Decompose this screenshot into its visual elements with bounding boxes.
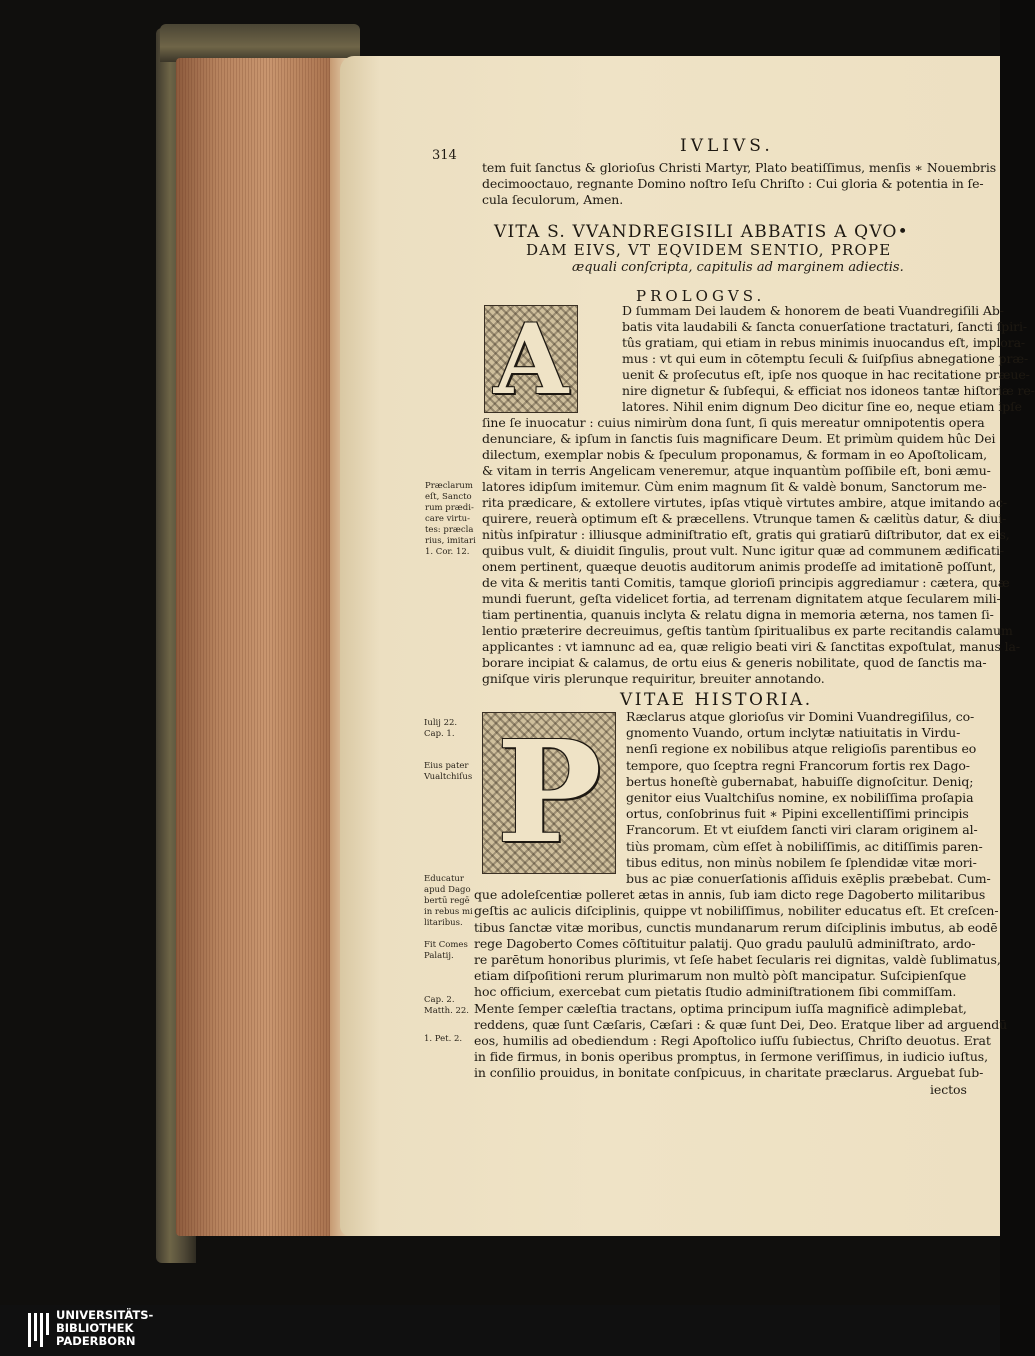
- text-line: tibus editus, non minùs nobilem ſe ſplendidæ vitæ mori-: [626, 855, 977, 870]
- text-line: hoc officium, exercebat cum pietatis ſtudio adminiſtrationem ſibi commiſſam.: [474, 984, 957, 999]
- text-line: Ræclarus atque glorioſus vir Domini Vuandregiſilus, co-: [626, 709, 975, 724]
- text-line: que adoleſcentiæ polleret ætas in annis, ſub iam dicto rege Dagoberto militaribus: [474, 887, 986, 902]
- margin-note: Cap. 2.: [424, 995, 455, 1005]
- vita-title-line2: DAM EIVS, VT EQVIDEM SENTIO, PROPE: [526, 241, 892, 259]
- text-line: re parētum honoribus plurimis, vt ſeſe habet ſecularis rei dignitas, valdè ſublimatus,: [474, 952, 1001, 967]
- text-line: tem fuit ſanctus & glorioſus Christi Martyr, Plato beatiſſimus, menſis ∗ Nouembris: [482, 160, 997, 175]
- text-line: gniſque viris plerunque requiritur, breuiter annotando.: [482, 671, 825, 686]
- text-line: latores. Nihil enim dignum Deo dicitur ſine eo, neque etiam ipſe: [622, 399, 1022, 414]
- text-line: tiam pertinentia, quanuis inclyta & relatu digna in memoria æterna, nos tamen ſi-: [482, 607, 994, 622]
- initial-letter-a: A: [493, 302, 569, 416]
- margin-note: Vualtchiſus: [424, 772, 473, 782]
- text-line: tempore, quo ſceptra regni Francorum fortis rex Dago-: [626, 758, 970, 773]
- text-line: nenſi regione ex nobilibus atque religioſis parentibus eo: [626, 741, 977, 756]
- text-line: denunciare, & ipſum in ſanctis ſuis magnificare Deum. Et primùm quidem hûc Dei: [482, 431, 996, 446]
- page-number: 314: [432, 148, 457, 163]
- margin-note: litaribus.: [424, 918, 463, 928]
- margin-note: Iulij 22.: [424, 718, 458, 728]
- text-line: latores idipſum imitemur. Cùm enim magnum ſit & valdè bonum, Sanctorum me-: [482, 479, 987, 494]
- text-line: & vitam in terris Angelicam veneremur, atque inquantùm poſſibile eſt, boni æmu-: [482, 463, 991, 478]
- text-line: rita prædicare, & extollere virtutes, ipſas vtiquè virtutes ambire, atque imitando ac-: [482, 495, 1008, 510]
- margin-note: tes: præcla: [425, 525, 474, 535]
- text-line: quibus vult, & diuidit ſingulis, prout vult. Nunc igitur quæ ad communem ædificati-: [482, 543, 1004, 558]
- margin-note: 1. Cor. 12.: [425, 547, 470, 557]
- margin-note: Cap. 1.: [424, 729, 455, 739]
- text-line: bus ac piæ conuerſationis aſſiduis exēplis præbebat. Cum-: [626, 871, 991, 886]
- text-line: Francorum. Et vt eiuſdem ſancti viri claram originem al-: [626, 822, 978, 837]
- text-line: genitor eius Vualtchiſus nomine, ex nobiliſſima proſapia: [626, 790, 974, 805]
- text-line: mus : vt qui eum in cōtemptu ſeculi & ſuiſpſius abnegatione præ-: [622, 351, 1029, 366]
- initial-letter-p: P: [496, 711, 602, 875]
- text-line: applicantes : vt iamnunc ad ea, quæ religio beati viri & ſanctitas expoſtulat, manus la-: [482, 639, 1021, 654]
- text-line: Mente ſemper cæleſtia tractans, optima principum iuſſa magnificè adimplebat,: [474, 1001, 967, 1016]
- text-line: dilectum, exemplar nobis & ſpeculum proponamus, & formam in eo Apoſtolicam,: [482, 447, 987, 462]
- margin-note: Præclarum: [425, 481, 473, 491]
- text-line: tûs gratiam, qui etiam in rebus minimis inuocandus eſt, implora-: [622, 335, 1026, 350]
- text-line: mundi fuerunt, geſta videlicet fortia, ad terrenam dignitatem atque ſecularem mili-: [482, 591, 1001, 606]
- text-line: bertus honeſtè gubernabat, habuiſſe dignoſcitur. Deniq;: [626, 774, 974, 789]
- library-logo-text: [56, 1309, 153, 1348]
- text-line: ortus, conſobrinus fuit ∗ Pipini excellentiſſimi principis: [626, 806, 969, 821]
- text-line: decimooctauo, regnante Domino noſtro Ieſu Chriſto : Cui gloria & potentia in ſe-: [482, 176, 984, 191]
- margin-note: rum prædi-: [425, 503, 474, 513]
- margin-note: Educatur: [424, 874, 464, 884]
- vita-title-line1: VITA S. VVANDREGISILI ABBATIS A QVO•: [494, 222, 909, 242]
- vitae-historia-heading: VITAE HISTORIA.: [620, 690, 813, 710]
- margin-note: eſt, Sancto: [425, 492, 472, 502]
- text-line: in fide firmus, in bonis operibus promptus, in ſermone veriſſimus, in iudicio iuſtus,: [474, 1049, 988, 1064]
- text-line: reddens, quæ ſunt Cæſaris, Cæſari : & quæ ſunt Dei, Deo. Eratque liber ad arguendū: [474, 1017, 1008, 1032]
- margin-note: bertū regē: [424, 896, 470, 906]
- margin-note: Palatij.: [424, 951, 454, 961]
- library-footer: [0, 1305, 1000, 1356]
- text-line: quirere, reuerà optimum eſt & præcellens. Vtrunque tamen & cælitùs datur, & diui-: [482, 511, 1007, 526]
- margin-note: Fit Comes: [424, 940, 468, 950]
- margin-note: in rebus mi: [424, 907, 473, 917]
- text-line: tiùs promam, cùm eſſet à nobiliſſimis, ac ditiſſimis paren-: [626, 839, 983, 854]
- text-line: lentio præterire decreuimus, geſtis tantùm ſpiritualibus ex parte recitandis calamum: [482, 623, 1013, 638]
- margin-note: Matth. 22.: [424, 1006, 469, 1016]
- logo-line-3: PADERBORN: [56, 1334, 136, 1348]
- margin-note: apud Dago: [424, 885, 471, 895]
- running-head: IVLIVS.: [680, 136, 774, 156]
- text-line: nitùs inſpiratur : illiusque adminiſtratio eſt, gratis qui gratiarū diſtributor, dat ex eis,: [482, 527, 1010, 542]
- text-line: etiam diſpoſitioni rerum plurimarum non multò pòſt mancipatur. Suſcipienſque: [474, 968, 967, 983]
- margin-note: 1. Pet. 2.: [424, 1034, 463, 1044]
- text-line: in conſilio prouidus, in bonitate conſpicuus, in charitate præclarus. Arguebat ſub-: [474, 1065, 984, 1080]
- prologus-heading: PROLOGVS.: [636, 287, 766, 305]
- margin-note: Eius pater: [424, 761, 469, 771]
- text-line: geſtis ac aulicis diſciplinis, quippe vt nobiliſſimus, nobiliter educatus eſt. Et creſcen-: [474, 903, 999, 918]
- text-line: tibus ſanctæ vitæ moribus, cunctis mundanarum rerum diſciplinis imbutus, ab eodē: [474, 920, 998, 935]
- initial-p-woodcut: [482, 712, 616, 874]
- text-line: eos, humilis ad obediendum : Regi Apoſtolico iuſſu ſubiectus, Chriſto deuotus. Erat: [474, 1033, 991, 1048]
- text-line: iectos: [930, 1082, 967, 1097]
- vita-title-line3: æquali conſcripta, capitulis ad marginem adiectis.: [572, 260, 904, 275]
- margin-note: care virtu-: [425, 514, 470, 524]
- text-line: batis vita laudabili & ſancta conuerſatione tractaturi, ſancti ſpiri-: [622, 319, 1027, 334]
- text-line: uenit & proſecutus eſt, ipſe nos quoque in hac recitatione præue-: [622, 367, 1030, 382]
- logo-line-2: BIBLIOTHEK: [56, 1321, 134, 1335]
- margin-note: rius, imitari: [425, 536, 476, 546]
- text-line: nire dignetur & ſubſequi, & efficiat nos idoneos tantæ hiſtoriæ re-: [622, 383, 1035, 398]
- text-line: onem pertinent, quæque deuotis auditorum animis prodeſſe ad imitationē poſſunt,: [482, 559, 997, 574]
- text-line: borare incipiat & calamus, de ortu eius & generis nobilitate, quod de ſanctis ma-: [482, 655, 987, 670]
- library-logo-icon: [28, 1313, 50, 1347]
- logo-line-1: UNIVERSITÄTS-: [56, 1308, 154, 1322]
- text-line: de vita & meritis tanti Comitis, tamque glorioſi principis aggrediamur : cætera, quæ: [482, 575, 1010, 590]
- text-line: D ſummam Dei laudem & honorem de beati Vuandregiſili Ab-: [622, 303, 1004, 318]
- initial-a-woodcut: [484, 302, 578, 416]
- text-line: gnomento Vuando, ortum inclytæ natiuitatis in Virdu-: [626, 725, 961, 740]
- text-line: rege Dagoberto Comes cōſtituitur palatij. Quo gradu paululū adminiſtrato, ardo-: [474, 936, 976, 951]
- text-line: ſine ſe inuocatur : cuius nimirùm dona ſunt, ſi quis mereatur omnipotentis opera: [482, 415, 985, 430]
- text-line: cula ſeculorum, Amen.: [482, 192, 624, 207]
